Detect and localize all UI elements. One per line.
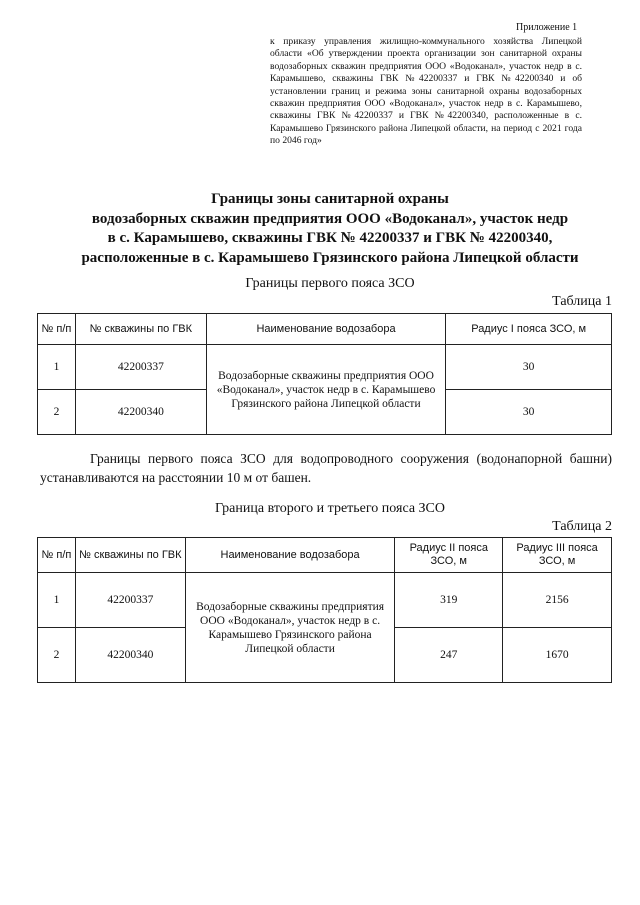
section1-title: Границы первого пояса ЗСО — [245, 276, 415, 291]
main-title-line: в с. Карамышево, скважины ГВК № 42200337 и ГВК № 42200340, — [107, 230, 553, 246]
main-title-line: Границы зоны санитарной охраны — [211, 191, 449, 207]
header-cell: Радиус III пояса ЗСО, м — [503, 538, 612, 573]
main-title-line: водозаборных скважин предприятия ООО «Водоканал», участок недр — [91, 210, 569, 227]
cell-num: 1 — [38, 573, 76, 628]
cell-name: Водозаборные скважины предприятия ООО «Водоканал», участок недр в с. Карамышево Грязинского района Липецкой области — [185, 573, 395, 683]
appendix-label: Приложение 1 — [516, 22, 578, 33]
table-row — [38, 573, 612, 628]
table-header-row — [38, 538, 612, 573]
header-cell: № п/п — [38, 314, 76, 345]
cell-name: Водозаборные скважины предприятия ООО «Водоканал», участок недр в с. Карамышево Грязинского района Липецкой области — [206, 345, 446, 435]
cell-radius2: 247 — [395, 628, 503, 683]
main-title-line: расположенные в с. Карамышево Грязинского района Липецкой области — [81, 249, 579, 266]
header-cell: № скважины по ГВК — [75, 538, 185, 573]
cell-radius2: 319 — [395, 573, 503, 628]
header-cell: Радиус I пояса ЗСО, м — [446, 314, 612, 345]
appendix-text: к приказу управления жилищно-коммунального хозяйства Липецкой области «Об утверждении проекта организации зон санитарной охраны водозаборных скважин предприятия ООО «Водоканал», участок недр в с. Карамышево, скважины ГВК №42200337 и ГВК №42200340 и об установлении границ и режима зоны санитарной охраны водозаборных скважин предприятия ООО «Водоканал», участок недр в с. Карамышево, скважины ГВК №42200337 и ГВК №42200340, расположенные в с. Карамышево Грязинского района Липецкой области, на период с 2021 года по 2046 год» — [270, 36, 582, 147]
header-cell: Наименование водозабора — [185, 538, 395, 573]
cell-well: 42200340 — [75, 628, 185, 683]
cell-well: 42200340 — [75, 390, 206, 435]
cell-well: 42200337 — [75, 345, 206, 390]
table1-label: Таблица 1 — [552, 294, 612, 309]
table-header-row — [38, 314, 612, 345]
table-row — [38, 345, 612, 390]
table2 — [37, 537, 612, 683]
cell-num: 2 — [38, 390, 76, 435]
table1 — [37, 313, 612, 435]
paragraph-text: Границы первого пояса ЗСО для водопроводного сооружения (водонапорной башни) устанавливаются на расстоянии 10 м от башен. — [40, 451, 612, 485]
header-cell: № п/п — [38, 538, 76, 573]
section2-title: Граница второго и третьего пояса ЗСО — [214, 501, 446, 516]
cell-num: 1 — [38, 345, 76, 390]
cell-num: 2 — [38, 628, 76, 683]
table2-label: Таблица 2 — [552, 519, 612, 534]
cell-radius: 30 — [446, 390, 612, 435]
header-cell: № скважины по ГВК — [75, 314, 206, 345]
cell-radius3: 2156 — [503, 573, 612, 628]
header-cell: Наименование водозабора — [206, 314, 446, 345]
cell-radius: 30 — [446, 345, 612, 390]
cell-radius3: 1670 — [503, 628, 612, 683]
main-title — [40, 190, 620, 268]
header-cell: Радиус II пояса ЗСО, м — [395, 538, 503, 573]
cell-well: 42200337 — [75, 573, 185, 628]
